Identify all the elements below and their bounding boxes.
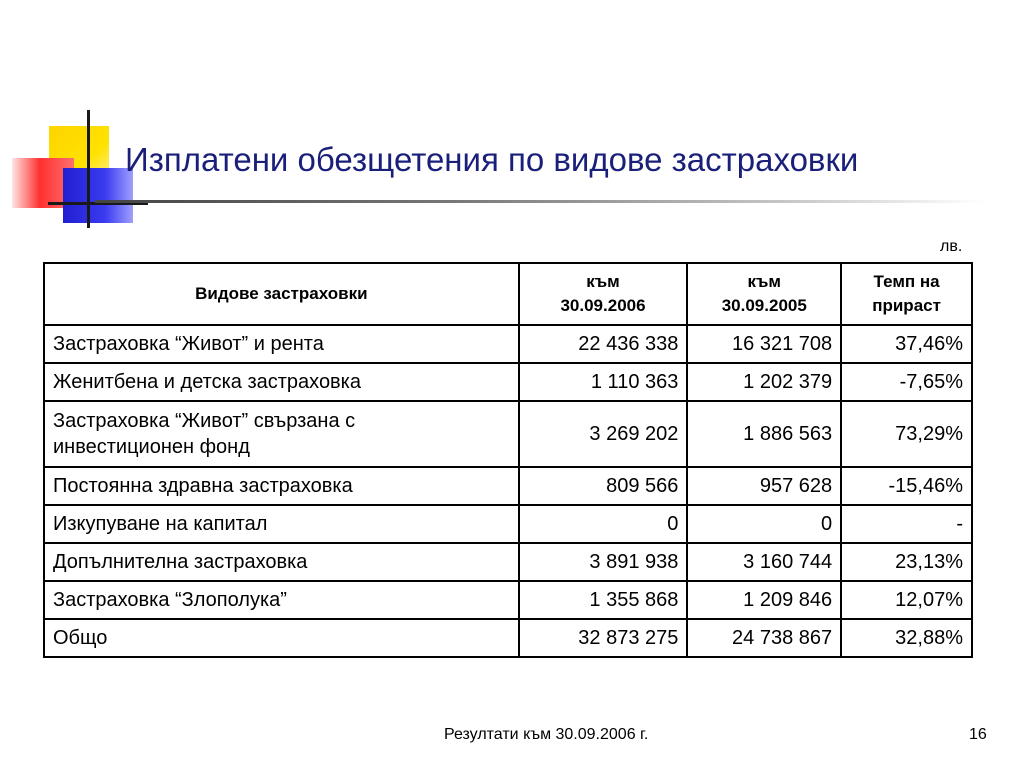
header-2006-line2: 30.09.2006	[560, 296, 646, 315]
table-row	[44, 543, 972, 581]
cell-growth: -7,65%	[841, 363, 972, 401]
header-growth-line1: Темп на	[873, 272, 940, 291]
slide-title: Изплатени обезщетения по видове застраховки	[125, 141, 859, 178]
cell-2006: 3 891 938	[519, 543, 688, 581]
header-2005-line2: 30.09.2005	[721, 296, 807, 315]
cell-type-line2: инвестиционен фонд	[53, 436, 250, 458]
cell-growth: 37,46%	[841, 325, 972, 363]
cell-type	[44, 401, 519, 467]
table-row	[44, 467, 972, 505]
header-2005-line1: към	[747, 272, 781, 291]
table-row	[44, 325, 972, 363]
cell-type: Постоянна здравна застраховка	[44, 467, 519, 505]
logo-vertical-line	[87, 110, 90, 228]
table-row	[44, 505, 972, 543]
header-insurance-type	[44, 263, 519, 325]
cell-growth: 23,13%	[841, 543, 972, 581]
cell-2006: 22 436 338	[519, 325, 688, 363]
table-row	[44, 363, 972, 401]
cell-2006: 809 566	[519, 467, 688, 505]
cell-type: Изкупуване на капитал	[44, 505, 519, 543]
cell-type-line1: Застраховка “Живот” свързана с	[53, 410, 356, 432]
cell-2005: 0	[687, 505, 841, 543]
cell-2005: 957 628	[687, 467, 841, 505]
page-number: 16	[969, 726, 987, 743]
cell-2006: 1 110 363	[519, 363, 688, 401]
header-2005	[687, 263, 841, 325]
cell-type: Общо	[44, 619, 519, 657]
cell-2006: 3 269 202	[519, 401, 688, 467]
cell-type: Женитбена и детска застраховка	[44, 363, 519, 401]
header-2006-line1: към	[586, 272, 620, 291]
cell-2005: 16 321 708	[687, 325, 841, 363]
header-growth	[841, 263, 972, 325]
table-row-total	[44, 619, 972, 657]
decorative-squares-logo	[0, 0, 150, 240]
cell-2005: 24 738 867	[687, 619, 841, 657]
cell-2005: 1 202 379	[687, 363, 841, 401]
cell-type: Застраховка “Злополука”	[44, 581, 519, 619]
cell-2006: 0	[519, 505, 688, 543]
cell-growth: -15,46%	[841, 467, 972, 505]
cell-growth: 12,07%	[841, 581, 972, 619]
cell-2005: 1 209 846	[687, 581, 841, 619]
cell-2005: 1 886 563	[687, 401, 841, 467]
table-row	[44, 581, 972, 619]
blue-square	[63, 168, 133, 223]
header-insurance-type-label: Видове застраховки	[195, 284, 368, 303]
cell-type: Допълнителна застраховка	[44, 543, 519, 581]
claims-table	[43, 262, 973, 658]
table-header-row	[44, 263, 972, 325]
slide-footer: Резултати към 30.09.2006 г.	[444, 726, 649, 743]
cell-growth: 32,88%	[841, 619, 972, 657]
cell-2006: 1 355 868	[519, 581, 688, 619]
cell-2005: 3 160 744	[687, 543, 841, 581]
currency-unit: лв.	[940, 238, 963, 255]
table-row	[44, 401, 972, 467]
cell-type: Застраховка “Живот” и рента	[44, 325, 519, 363]
title-underline	[95, 200, 985, 203]
cell-growth: 73,29%	[841, 401, 972, 467]
header-growth-line2: прираст	[872, 296, 941, 315]
cell-growth: -	[841, 505, 972, 543]
cell-2006: 32 873 275	[519, 619, 688, 657]
header-2006	[519, 263, 688, 325]
